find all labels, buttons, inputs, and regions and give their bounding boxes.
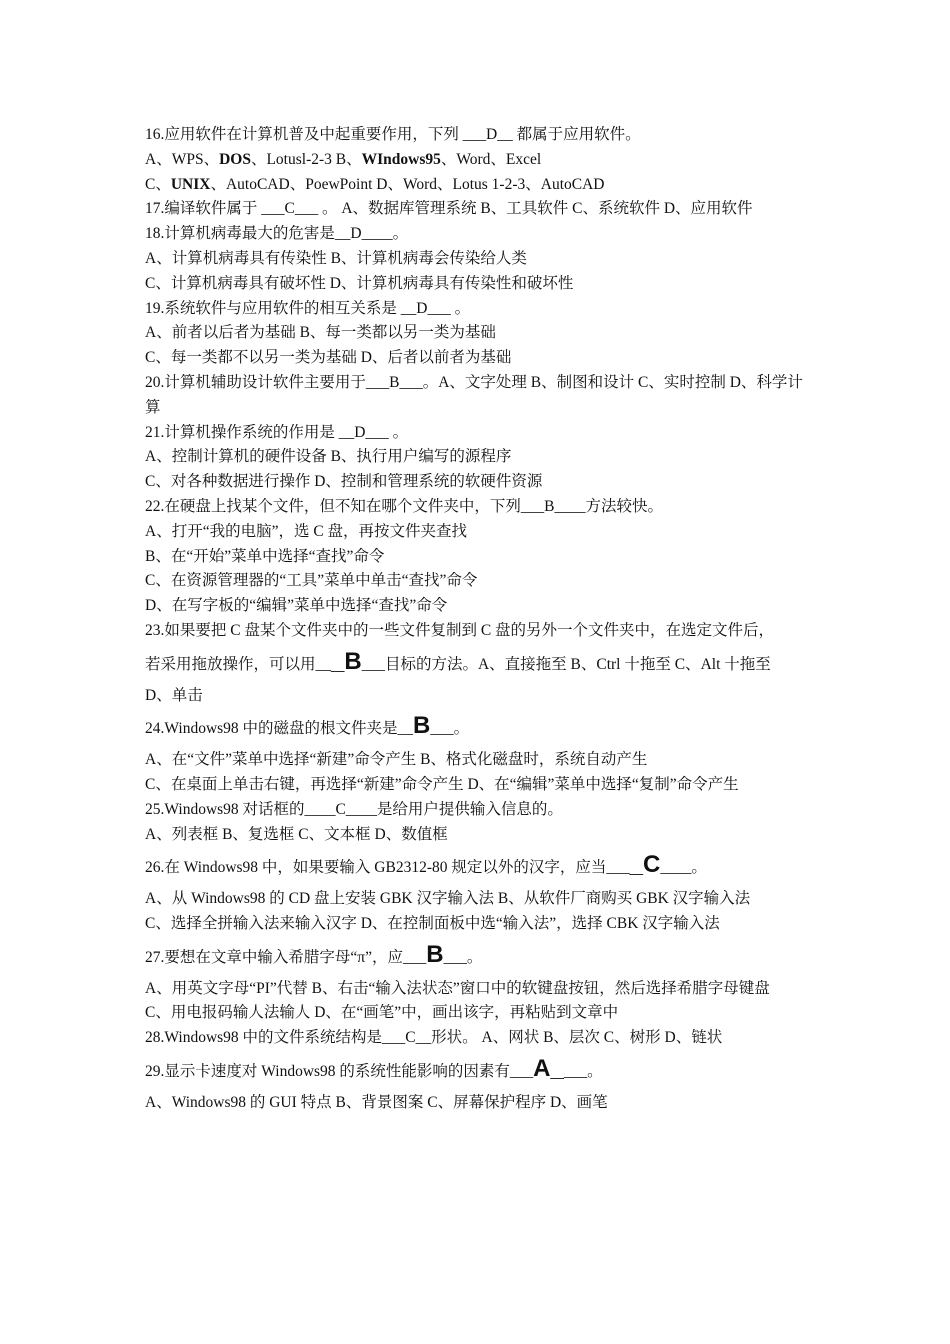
text-line <box>145 148 817 173</box>
answer-mark: B <box>413 712 431 740</box>
text-line: C、对各种数据进行操作 D、控制和管理系统的软硬件资源 <box>145 473 543 491</box>
text-line: 28.Windows98 中的文件系统结构是___C__形状。 A、网状 B、层次 C、树形 D、链状 <box>145 1029 723 1047</box>
text-line: A、控制计算机的硬件设备 B、执行用户编写的源程序 <box>145 448 512 466</box>
text-line: B、在“开始”菜单中选择“查找”命令 <box>145 547 385 565</box>
answer-mark: A_ <box>533 1054 564 1082</box>
text-line: A、前者以后者为基础 B、每一类都以另一类为基础 <box>145 324 496 342</box>
text-line: 23.如果要把 C 盘某个文件夹中的一些文件复制到 C 盘的另外一个文件夹中，在选定文件后， <box>145 621 775 639</box>
answer-mark: B <box>426 940 444 968</box>
bold-text: UNIX <box>170 175 211 193</box>
text-line: C、在资源管理器的“工具”菜单中单击“查找”命令 <box>145 572 478 590</box>
text-span: A、WPS、 <box>145 150 220 168</box>
answer-mark: _C <box>629 851 661 879</box>
text-span: 、Lotusl-2-3 B、 <box>250 150 362 168</box>
text-span: 27.要想在文章中输入希腊字母“π”，应___ <box>145 948 427 966</box>
text-line: 21.计算机操作系统的作用是 __D___ 。 <box>145 423 409 441</box>
text-line: A、在“文件”菜单中选择“新建”命令产生 B、格式化磁盘时，系统自动产生 <box>145 751 648 769</box>
text-line <box>145 714 817 742</box>
text-line <box>145 853 817 881</box>
text-line: 17.编译软件属于 ___C___ 。 A、数据库管理系统 B、工具软件 C、系统软件 D、应用软件 <box>145 200 753 218</box>
text-line: A、计算机病毒具有传染性 B、计算机病毒会传染给人类 <box>145 249 527 267</box>
text-span: ___。 <box>443 948 483 966</box>
text-line: A、Windows98 的 GUI 特点 B、背景图案 C、屏幕保护程序 D、画笔 <box>145 1093 608 1111</box>
text-span: ___。 <box>563 1062 603 1080</box>
text-span: ___。 <box>430 720 470 738</box>
text-line: C、每一类都不以另一类为基础 D、后者以前者为基础 <box>145 349 512 367</box>
text-line: A、打开“我的电脑”，选 C 盘，再按文件夹查找 <box>145 522 468 540</box>
text-line: D、在写字板的“编辑”菜单中选择“查找”命令 <box>145 597 448 615</box>
text-line: A、用英文字母“PI”代替 B、右击“输入法状态”窗口中的软键盘按钮，然后选择希腊字母键盘 <box>145 979 770 997</box>
text-line: 16.应用软件在计算机普及中起重要作用，下列 ___D__ 都属于应用软件。 <box>145 126 641 143</box>
text-span: 26.在 Windows98 中，如果要输入 GB2312-80 规定以外的汉字，应当___ <box>145 859 630 877</box>
text-line: A、从 Windows98 的 CD 盘上安装 GBK 汉字输入法 B、从软件厂商购买 GBK 汉字输入法 <box>145 890 751 908</box>
text-span: ____。 <box>660 859 707 877</box>
text-line: D、单击 <box>145 686 203 704</box>
text-span: 若采用拖放操作，可以用__ <box>145 655 332 673</box>
text-span: C、 <box>145 175 171 193</box>
text-line <box>145 940 817 971</box>
text-line <box>145 647 817 678</box>
text-line: 22.在硬盘上找某个文件，但不知在哪个文件夹中，下列___B____方法较快。 <box>145 497 663 515</box>
text-line: 20.计算机辅助设计软件主要用于___B___。A、文字处理 B、制图和设计 C、实时控制 D、科学计算 <box>145 373 803 416</box>
answer-mark: _B <box>331 647 362 675</box>
text-span: 、Word、Excel <box>440 150 542 168</box>
text-line: A、列表框 B、复选框 C、文本框 D、数值框 <box>145 825 448 843</box>
text-line: C、在桌面上单击右键，再选择“新建”命令产生 D、在“编辑”菜单中选择“复制”命令产生 <box>145 775 739 793</box>
bold-text: WIndows95 <box>361 150 441 168</box>
text-line: 18.计算机病毒最大的危害是__D____。 <box>145 225 409 243</box>
text-span: ___目标的方法。A、直接拖至 B、Ctrl 十拖至 C、Alt 十拖至 <box>361 655 771 673</box>
text-span: 、AutoCAD、PoewPoint D、Word、Lotus 1-2-3、AutoCAD <box>210 175 605 193</box>
text-line: C、选择全拼输入法来输入汉字 D、在控制面板中选“输入法”，选择 CBK 汉字输入法 <box>145 914 720 932</box>
text-span: 24.Windows98 中的磁盘的根文件夹是__ <box>145 720 414 738</box>
text-line: C、用电报码输人法输人 D、在“画笔”中，画出该字，再粘贴到文章中 <box>145 1004 619 1022</box>
text-span: 29.显示卡速度对 Windows98 的系统性能影响的因素有___ <box>145 1062 534 1080</box>
bold-text: DOS <box>219 150 251 168</box>
text-line: 19.系统软件与应用软件的相互关系是 __D___ 。 <box>145 299 471 317</box>
text-line <box>145 1054 817 1085</box>
text-line: C、计算机病毒具有破坏性 D、计算机病毒具有传染性和破坏性 <box>145 274 574 292</box>
text-line <box>145 173 817 198</box>
question-list <box>145 123 817 1115</box>
text-line: 25.Windows98 对话框的____C____是给用户提供输入信息的。 <box>145 800 563 818</box>
